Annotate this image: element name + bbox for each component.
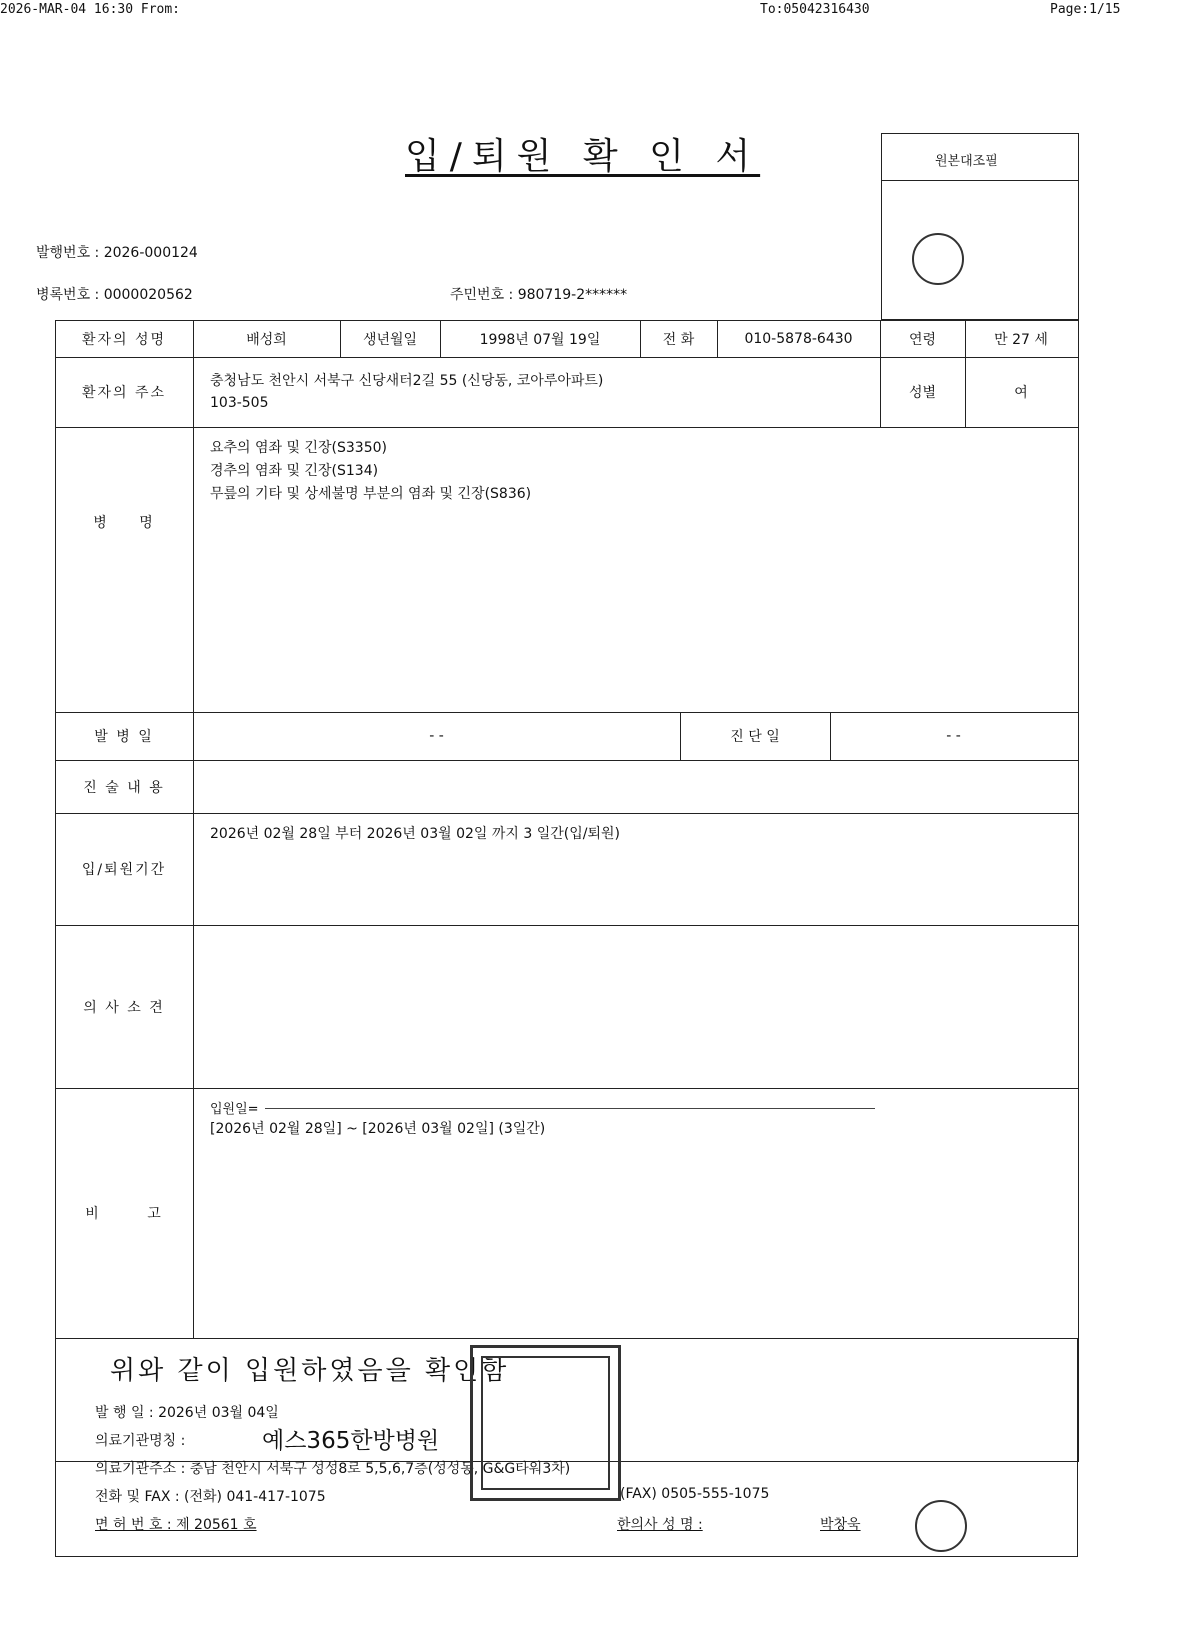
hospital-stamp-icon: [470, 1345, 621, 1501]
institution-name: 예스365한방병원: [262, 1428, 440, 1454]
doctor-name-label: 한의사 성 명 :: [617, 1517, 703, 1533]
fax-sender-line: 2026-MAR-04 16:30 From:: [0, 2, 181, 17]
patient-name: 배성희: [246, 331, 287, 348]
opinion-label: 의 사 소 견: [83, 999, 165, 1016]
remarks-label: 비 고: [85, 1206, 163, 1222]
age-label: 연령: [908, 331, 937, 348]
license-number: 면 허 번 호 : 제 20561 호: [95, 1517, 257, 1533]
institution-fax: (FAX) 0505-555-1075: [620, 1486, 770, 1502]
patient-address-line1: 충청남도 천안시 서북구 신당새터2길 55 (신당동, 코아루아파트): [210, 373, 604, 389]
onset-label: 발 병 일: [94, 729, 154, 745]
doctor-name: 박창욱: [820, 1517, 861, 1533]
diagnosis-date: - -: [946, 728, 961, 744]
institution-phone: 전화 및 FAX : (전화) 041-417-1075: [95, 1489, 326, 1505]
institution-name-label: 의료기관명칭 :: [95, 1433, 186, 1449]
disease-line: 경추의 염좌 및 긴장(S134): [210, 463, 379, 479]
patient-address-line2: 103-505: [210, 395, 269, 411]
patient-phone: 010-5878-6430: [744, 330, 853, 347]
original-box-label: 원본대조필: [935, 154, 998, 169]
period-label: 입/퇴원기간: [81, 862, 167, 878]
fax-page-count: Page:1/15: [1050, 2, 1121, 17]
record-number: 병록번호 : 0000020562: [36, 287, 193, 303]
institution-address: 의료기관주소 : 충남 천안시 서북구 성성8로 5,5,6,7층(성성동, G&G타워3차): [95, 1461, 571, 1477]
resident-number: 주민번호 : 980719-2******: [450, 287, 628, 303]
patient-age: 만 27 세: [994, 331, 1048, 348]
procedure-label: 진 술 내 용: [83, 779, 165, 796]
onset-date: - -: [429, 728, 444, 744]
fax-recipient: To:05042316430: [760, 2, 870, 17]
doctor-seal-icon: [915, 1500, 967, 1552]
form-table: [55, 320, 1079, 1462]
disease-line: 요추의 염좌 및 긴장(S3350): [210, 440, 387, 456]
verification-seal-icon: [912, 233, 964, 285]
diagnosis-date-label: 진 단 일: [730, 729, 780, 745]
admission-period: 2026년 02월 28일 부터 2026년 03월 02일 까지 3 일간(입/퇴원): [210, 826, 620, 842]
remarks-line1: 입원일=: [210, 1102, 259, 1117]
patient-name-label: 환자의 성명: [81, 331, 167, 348]
patient-dob: 1998년 07월 19일: [479, 331, 601, 348]
disease-line: 무릎의 기타 및 상세불명 부분의 염좌 및 긴장(S836): [210, 486, 532, 502]
patient-sex: 여: [1014, 385, 1028, 401]
address-label: 환자의 주소: [81, 385, 167, 401]
sex-label: 성별: [908, 385, 937, 401]
confirmation-statement: 위와 같이 입원하였음을 확인함: [110, 1356, 510, 1386]
remarks-line2: [2026년 02월 28일] ~ [2026년 03월 02일] (3일간): [210, 1121, 546, 1137]
document-title: 입/퇴원 확 인 서: [405, 136, 761, 177]
dob-label: 생년월일: [362, 331, 418, 348]
issue-number: 발행번호 : 2026-000124: [36, 245, 198, 261]
issue-date: 발 행 일 : 2026년 03월 04일: [95, 1405, 279, 1421]
phone-label: 전 화: [662, 331, 695, 348]
disease-label: 병 명: [93, 515, 155, 531]
